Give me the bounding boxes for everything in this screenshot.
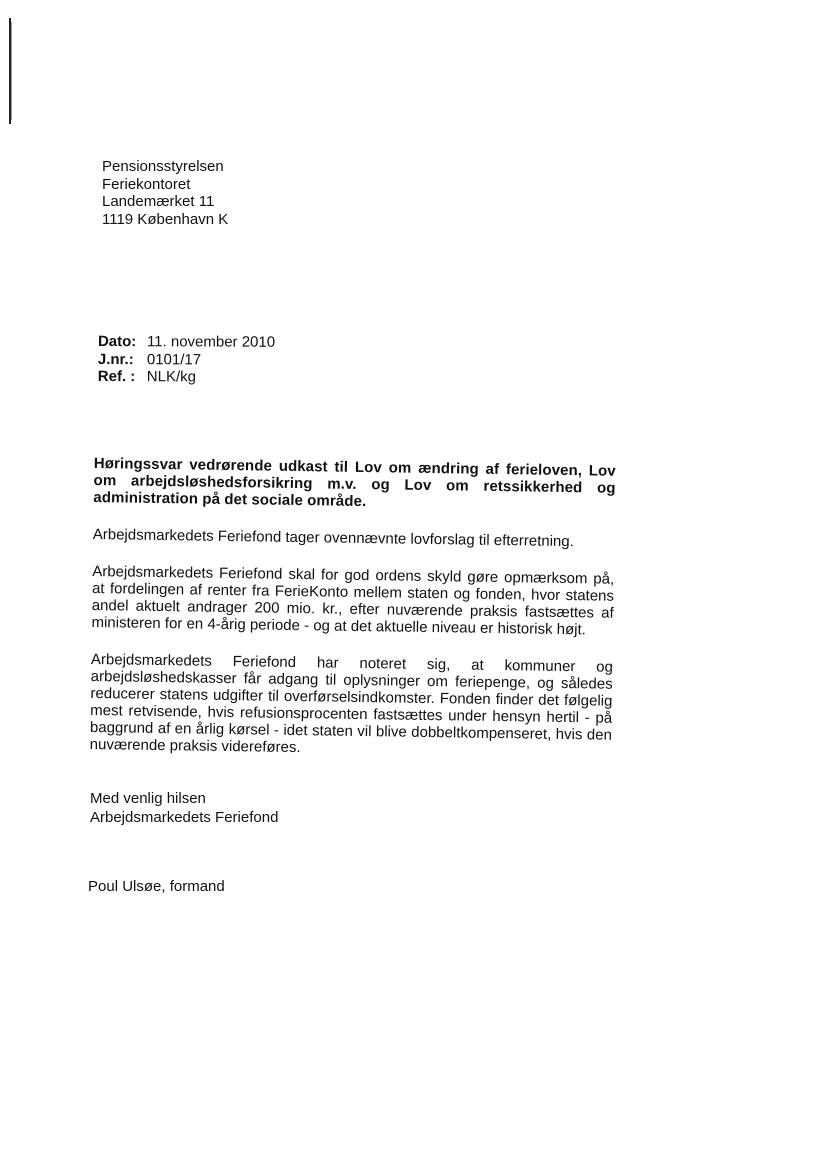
letter-body [89,455,616,781]
recipient-city: 1119 København K [102,210,229,228]
date-value: 11. november 2010 [146,333,276,351]
signatory: Poul Ulsøe, formand [88,878,225,895]
scan-edge-shadow [11,22,12,120]
reference-value: NLK/kg [146,368,197,386]
paragraph-1: Arbejdsmarkedets Feriefond tager ovennævnte lovforslag til efterretning. [92,525,574,551]
date-row [98,333,275,351]
recipient-department: Feriekontoret [102,175,191,193]
closing-greeting: Med venlig hilsen [90,790,206,807]
journal-value: 0101/17 [146,350,202,368]
reference-row [98,368,275,386]
letter-metadata [98,333,275,386]
recipient-street: Landemærket 11 [102,193,215,210]
recipient-address [102,158,228,228]
journal-row [98,350,275,368]
closing-organization: Arbejdsmarkedets Feriefond [90,809,279,826]
date-label: Dato: [97,333,137,351]
recipient-name: Pensionsstyrelsen [102,158,224,175]
reference-label: Ref. : [97,367,136,386]
paragraph-2: Arbejdsmarkedets Feriefond skal for god ordens skyld gøre opmærksom på, at fordelingen af renter fra FerieKonto mellem staten og fonden, hvor statens andel aktuelt andrager 200 mio. kr., efter nuværende praksis fastsættes af ministeren for en 4-årig periode - og at det aktuelle niveau er historisk højt. [91,562,615,639]
paragraph-3: Arbejdsmarkedets Feriefond har noteret sig, at kommuner og arbejdsløshedskasser får adgang til oplysninger om feriepenge, og således reducerer statens udgifter til overførselsindkomster. Fonden finder det følgelig mest retvisende, hvis refusionsprocenten fastsættes under hensyn hertil - på baggrund af en årlig kørsel - idet staten vil blive dobbeltkompenseret, hvis den nuværende praksis videreføres. [89,650,614,757]
letter-closing [90,789,278,827]
journal-label: J.nr.: [97,350,134,368]
letter-subject: Høringssvar vedrørende udkast til Lov om ændring af ferieloven, Lov om arbejdsløshedsforsikring m.v. og Lov om retssikkerhed og administration på det sociale område. [93,455,616,511]
